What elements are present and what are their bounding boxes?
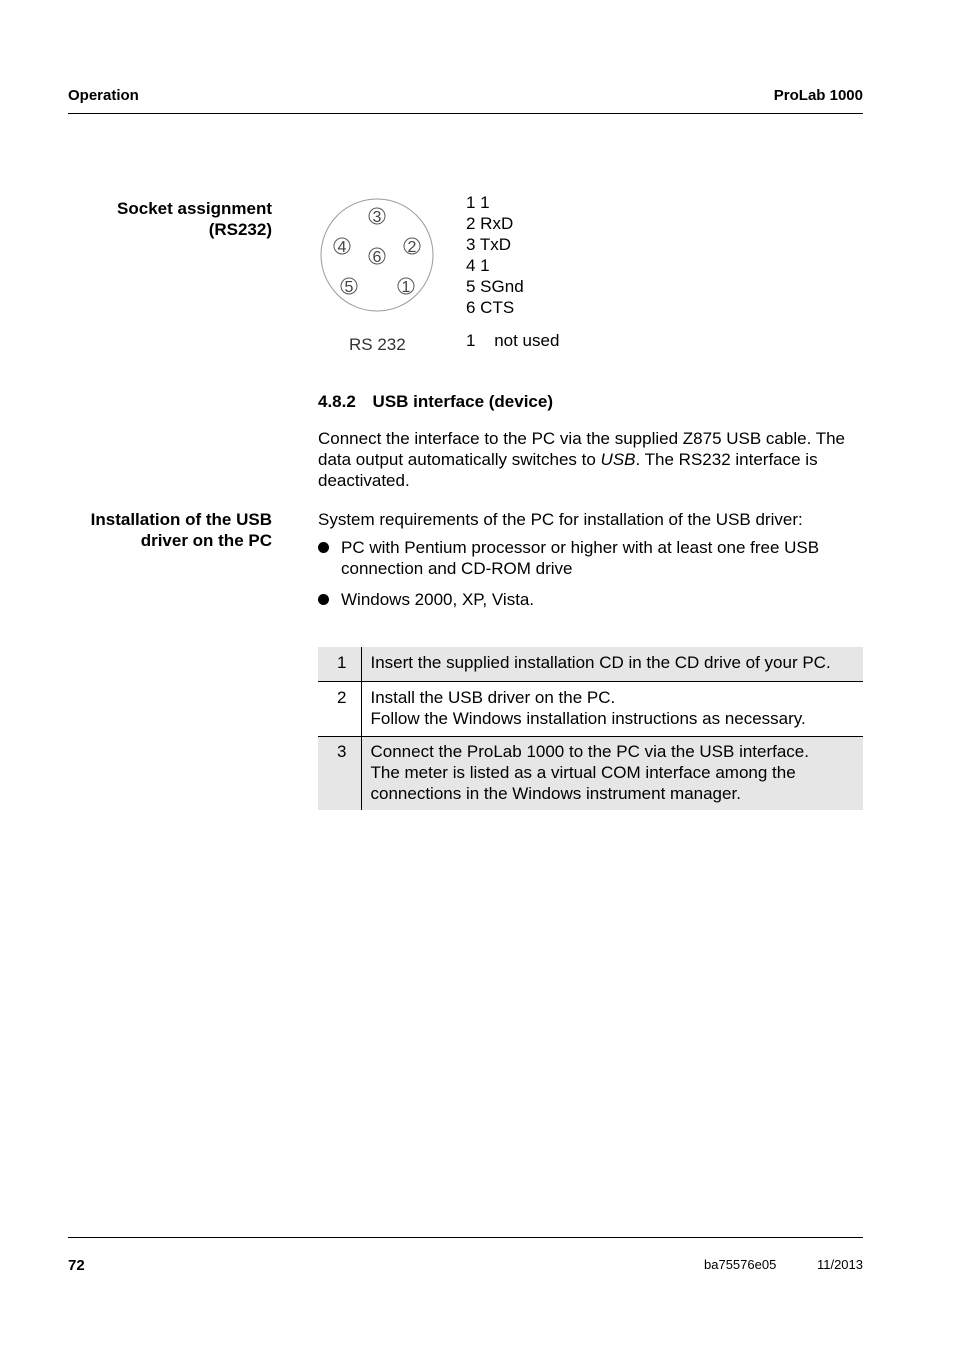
- install-label-line1: Installation of the USB: [90, 510, 272, 529]
- intro-text-b: . The RS232 interface is deactivated.: [318, 450, 818, 490]
- bullet-dot-icon: [318, 594, 329, 605]
- installation-steps-table: [318, 647, 863, 810]
- pin-3-label: 3: [372, 209, 382, 226]
- step-line: Follow the Windows installation instructions as necessary.: [370, 708, 806, 728]
- pin-entry: 4 1: [466, 256, 490, 275]
- step-line: Connect the ProLab 1000 to the PC via the USB interface.: [370, 741, 809, 761]
- step-line: The meter is listed as a virtual COM interface among the: [370, 762, 796, 782]
- pin-4-label: 4: [337, 239, 347, 256]
- document-date: 11/2013: [816, 1257, 863, 1272]
- install-label-line2: driver on the PC: [140, 531, 272, 550]
- step-number: 2: [318, 681, 361, 736]
- socket-assignment-label: [117, 198, 272, 240]
- pin-entry: 3 TxD: [466, 235, 512, 254]
- bullet-item: [318, 537, 863, 579]
- step-text: [361, 736, 863, 810]
- usb-intro-paragraph: [318, 428, 866, 491]
- socket-label-line1: Socket assignment: [117, 199, 272, 218]
- pin-entry: 2 RxD: [466, 214, 514, 233]
- pin-2-label: 2: [407, 239, 417, 256]
- step-text: [361, 647, 863, 681]
- section-title: USB interface (device): [372, 392, 553, 411]
- bullet-text: Windows 2000, XP, Vista.: [341, 590, 535, 609]
- pin-entry: 5 SGnd: [466, 277, 524, 296]
- step-line: Install the USB driver on the PC.: [370, 687, 616, 707]
- step-line: connections in the Windows instrument manager.: [370, 783, 741, 803]
- section-heading: [318, 392, 553, 412]
- step-row: [318, 736, 863, 810]
- bullet-text: PC with Pentium processor or higher with at least one free USB connection and CD-ROM drive: [341, 538, 820, 578]
- socket-label-line2: (RS232): [208, 220, 272, 239]
- pin-entry: 6 CTS: [466, 298, 515, 317]
- document-id: ba75576e05: [704, 1257, 777, 1272]
- pin-6-label: 6: [372, 249, 382, 266]
- running-header-product: ProLab 1000: [773, 87, 863, 104]
- pin-note-number: 1: [466, 331, 476, 350]
- intro-text-a: Connect the interface to the PC via the supplied Z875 USB cable. The data output automatically switches to: [318, 429, 845, 469]
- pin-note-text: not used: [494, 331, 560, 350]
- installation-label: [91, 509, 272, 551]
- step-number: 1: [318, 647, 361, 681]
- pin-note: [466, 330, 559, 351]
- step-line: Insert the supplied installation CD in the CD drive of your PC.: [370, 653, 831, 672]
- step-text: [361, 681, 863, 736]
- diagram-caption: RS 232: [349, 335, 406, 354]
- requirements-intro: System requirements of the PC for installation of the USB driver:: [318, 510, 803, 529]
- pin-entry: 1 1: [466, 193, 490, 212]
- header-rule: [68, 113, 863, 114]
- pin-assignment-list: [466, 192, 524, 318]
- pin-1-label: 1: [401, 279, 411, 296]
- section-number: 4.8.2: [318, 392, 356, 411]
- footer-rule: [68, 1237, 863, 1238]
- intro-emphasis: USB: [600, 450, 636, 469]
- page-number: 72: [68, 1257, 85, 1274]
- rs232-socket-diagram: [318, 196, 438, 316]
- running-header-section: Operation: [68, 87, 139, 104]
- bullet-dot-icon: [318, 542, 329, 553]
- step-row: [318, 681, 863, 736]
- step-number: 3: [318, 736, 361, 810]
- step-row: [318, 647, 863, 681]
- bullet-item: [318, 589, 863, 610]
- pin-5-label: 5: [344, 279, 354, 296]
